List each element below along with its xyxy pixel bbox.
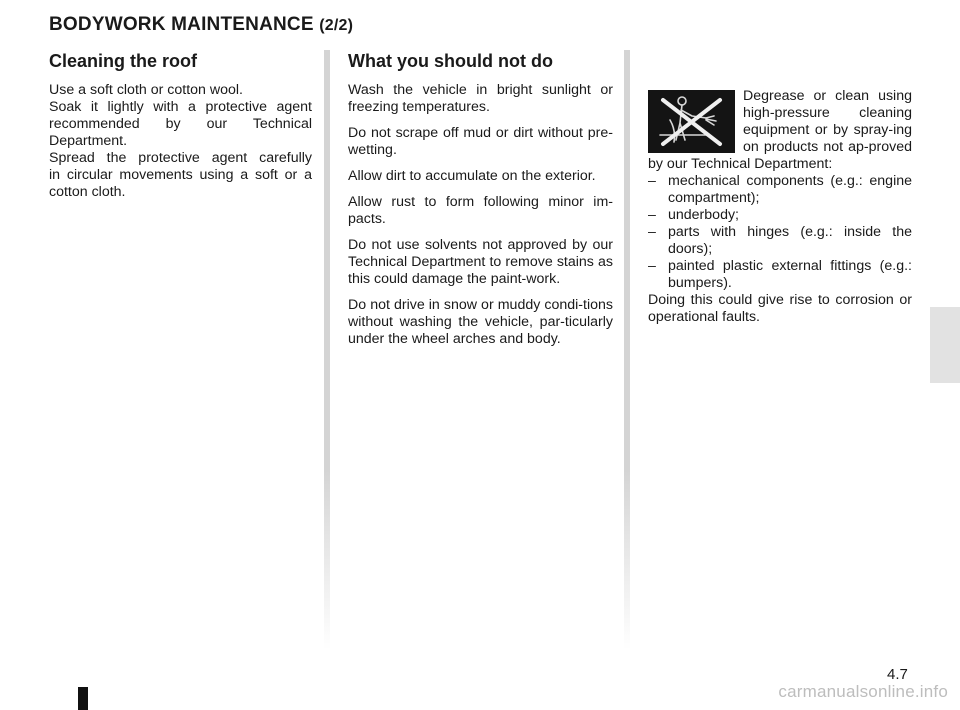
dont-heading: What you should not do xyxy=(348,51,553,71)
roof-line: Spread the protective agent carefully xyxy=(49,150,312,166)
roof-section xyxy=(49,50,312,201)
dont-paragraph: Do not scrape off mud or dirt without pre-wetting. xyxy=(348,125,613,158)
dont-paragraph: Allow dirt to accumulate on the exterior. xyxy=(348,168,596,184)
roof-line: cotton cloth. xyxy=(49,184,126,200)
list-dash: – xyxy=(648,258,656,274)
dont-paragraph: Allow rust to form following minor im-pacts. xyxy=(348,194,613,227)
dont-paragraph: Do not use solvents not approved by our Technical Department to remove stains as this could damage the paint-work. xyxy=(348,237,613,287)
column-divider xyxy=(624,50,630,650)
roof-line: Department. xyxy=(49,133,128,149)
watermark: carmanualsonline.info xyxy=(778,682,948,701)
roof-line: Use a soft cloth or cotton wool. xyxy=(49,82,243,98)
list-item-text: mechanical components (e.g.: engine compartment); xyxy=(668,173,912,206)
list-item-text: parts with hinges (e.g.: inside the doors); xyxy=(668,224,912,257)
dont-paragraph: Do not drive in snow or muddy condi-tions without washing the vehicle, par-ticularly under the wheel arches and body. xyxy=(348,297,613,347)
list-item-text: underbody; xyxy=(668,207,739,223)
dont-section xyxy=(348,50,613,357)
pressure-outro: Doing this could give rise to corrosion or operational faults. xyxy=(648,292,912,325)
list-dash: – xyxy=(648,224,656,240)
no-pressure-washer-icon xyxy=(648,90,735,153)
page-number: 4.7 xyxy=(887,666,908,683)
crop-mark xyxy=(78,687,88,710)
page-title xyxy=(49,14,353,36)
dont-paragraph: Wash the vehicle in bright sunlight or freezing temperatures. xyxy=(348,82,613,115)
no-pressure-washer-drawing xyxy=(648,90,735,153)
pressure-intro: Degrease or clean using high-pressure cleaning equipment or by spray-ing on products not ap-proved by our Technical Department: xyxy=(648,88,912,172)
roof-body xyxy=(49,82,312,201)
list-dash: – xyxy=(648,173,656,189)
list-item xyxy=(648,173,912,207)
column-divider xyxy=(324,50,330,650)
pressure-list xyxy=(648,173,912,292)
roof-line: recommended by our Technical xyxy=(49,116,312,132)
list-item-text: painted plastic external fittings (e.g.: bumpers). xyxy=(668,258,912,291)
roof-line: in circular movements using a soft or a xyxy=(49,167,312,183)
pressure-section xyxy=(648,88,912,326)
roof-line: Soak it lightly with a protective agent xyxy=(49,99,312,115)
list-item xyxy=(648,258,912,292)
page-title-suffix: (2/2) xyxy=(319,17,354,34)
page-title-text: BODYWORK MAINTENANCE xyxy=(49,14,314,35)
list-dash: – xyxy=(648,207,656,223)
roof-heading: Cleaning the roof xyxy=(49,51,197,71)
list-item xyxy=(648,224,912,258)
chapter-tab xyxy=(930,307,960,383)
list-item xyxy=(648,207,912,224)
